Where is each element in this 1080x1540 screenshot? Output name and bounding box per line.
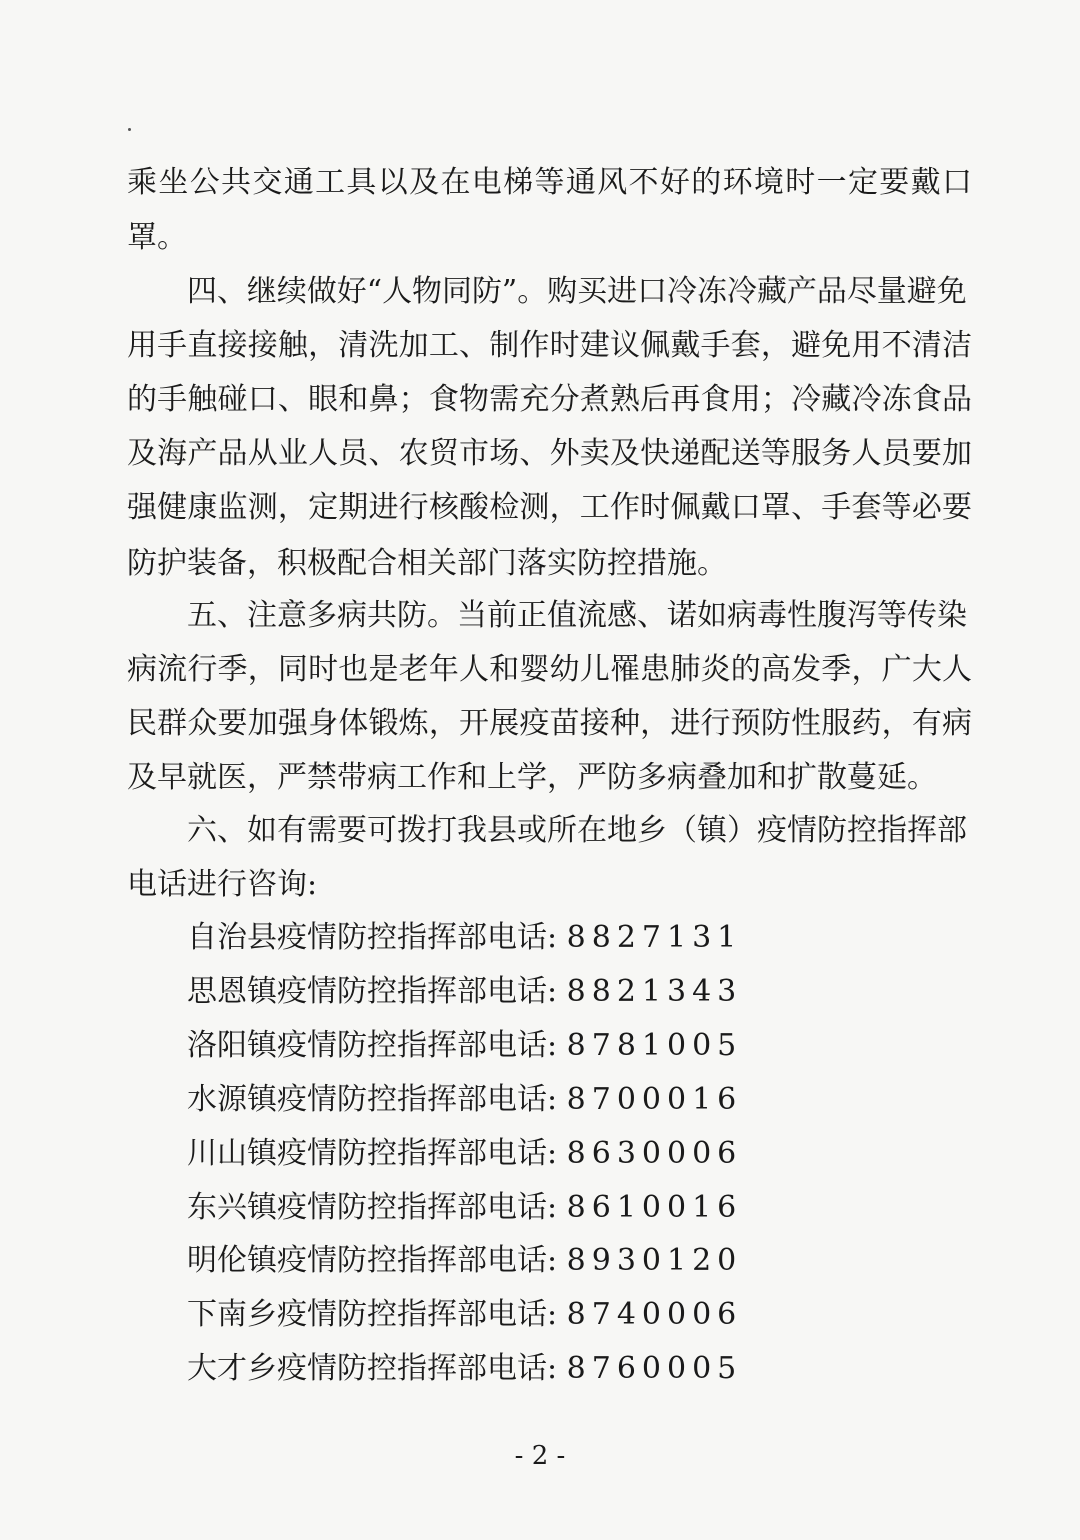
contact-label: 大才乡疫情防控指挥部电话:	[187, 1351, 558, 1386]
body-line-4: 用手直接接触，清洗加工、制作时建议佩戴手套，避免用不清洁	[127, 328, 973, 363]
contact-label: 洛阳镇疫情防控指挥部电话:	[187, 1028, 558, 1063]
page-number: - 2 -	[514, 1441, 566, 1471]
contact-phone: 8610016	[566, 1190, 743, 1225]
section-6-heading-line: 六、如有需要可拨打我县或所在地乡（镇）疫情防控指挥部	[187, 813, 967, 848]
contact-row	[187, 1297, 742, 1333]
scan-dot	[128, 128, 131, 131]
contact-phone: 8700016	[566, 1082, 743, 1117]
contact-row	[187, 974, 742, 1010]
contact-label: 东兴镇疫情防控指挥部电话:	[187, 1190, 558, 1225]
body-line-6: 及海产品从业人员、农贸市场、外卖及快递配送等服务人员要加	[127, 436, 973, 471]
contact-row	[187, 1351, 742, 1387]
body-line-1: 乘坐公共交通工具以及在电梯等通风不好的环境时一定要戴口	[127, 165, 974, 200]
body-line-12: 及早就医，严禁带病工作和上学，严防多病叠加和扩散蔓延。	[127, 760, 937, 795]
contact-label: 自治县疫情防控指挥部电话:	[187, 920, 558, 955]
contact-label: 思恩镇疫情防控指挥部电话:	[187, 974, 558, 1009]
contact-label: 下南乡疫情防控指挥部电话:	[187, 1297, 558, 1332]
contact-phone: 8740006	[566, 1297, 743, 1332]
contact-label: 水源镇疫情防控指挥部电话:	[187, 1082, 558, 1117]
contact-phone: 8760005	[566, 1351, 743, 1386]
body-line-8: 防护装备，积极配合相关部门落实防控措施。	[127, 546, 727, 581]
body-line-11: 民群众要加强身体锻炼，开展疫苗接种，进行预防性服药，有病	[127, 706, 973, 741]
contact-phone: 8827131	[566, 920, 743, 955]
contact-phone: 8781005	[566, 1028, 743, 1063]
body-line-2: 罩。	[127, 220, 187, 255]
contact-row	[187, 1243, 742, 1279]
body-line-14: 电话进行咨询:	[127, 867, 318, 902]
section-5-heading-line: 五、注意多病共防。当前正值流感、诺如病毒性腹泻等传染	[187, 598, 967, 633]
body-line-10: 病流行季，同时也是老年人和婴幼儿罹患肺炎的高发季，广大人	[127, 652, 973, 687]
section-4-heading-line: 四、继续做好“人物同防”。购买进口冷冻冷藏产品尽量避免	[187, 274, 967, 309]
contact-row	[187, 1190, 742, 1226]
body-line-5: 的手触碰口、眼和鼻；食物需充分煮熟后再食用；冷藏冷冻食品	[127, 382, 973, 417]
contact-label: 明伦镇疫情防控指挥部电话:	[187, 1243, 558, 1278]
contact-phone: 8630006	[566, 1136, 743, 1171]
contact-label: 川山镇疫情防控指挥部电话:	[187, 1136, 558, 1171]
contact-row	[187, 1028, 742, 1064]
contact-row	[187, 920, 742, 956]
contact-phone: 8821343	[566, 974, 743, 1009]
body-line-7: 强健康监测，定期进行核酸检测，工作时佩戴口罩、手套等必要	[127, 490, 973, 525]
contact-row	[187, 1136, 742, 1172]
contact-row	[187, 1082, 742, 1118]
contact-phone: 8930120	[566, 1243, 743, 1278]
